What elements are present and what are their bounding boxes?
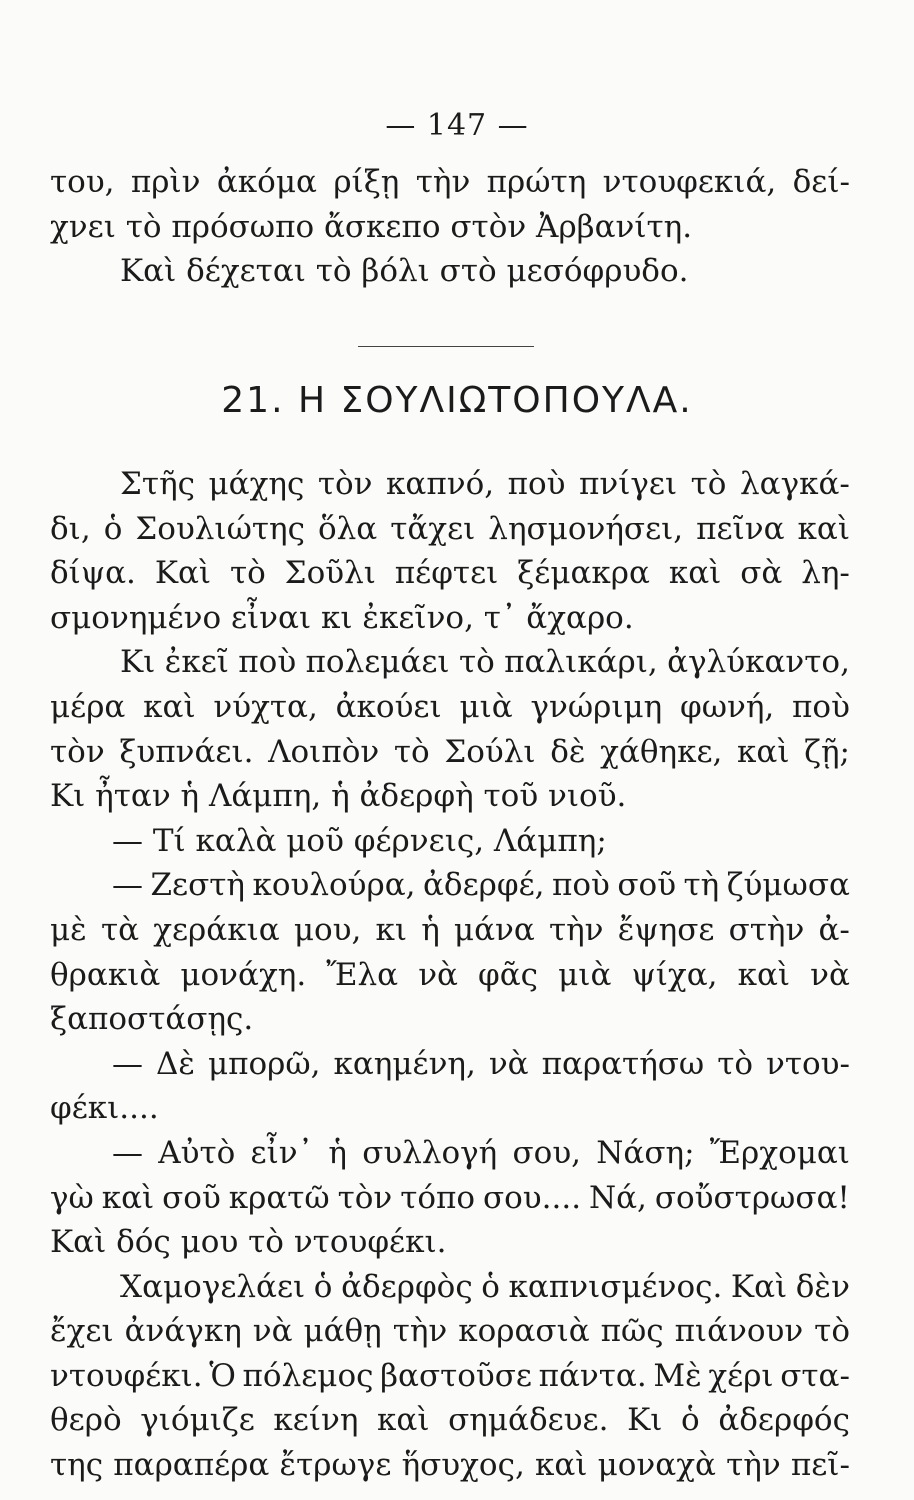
word: δίψα.	[50, 555, 136, 592]
word: Κι	[627, 1402, 663, 1439]
text-line: φέκι....	[50, 1090, 159, 1127]
text-line	[50, 908, 850, 953]
word: συλλογή	[362, 1134, 498, 1171]
word: τὸν	[337, 1179, 393, 1216]
word: τὴν	[548, 911, 604, 948]
word: καὶ	[668, 555, 722, 592]
word: ἔχει	[50, 1313, 114, 1350]
word: Νάση;	[596, 1134, 695, 1171]
word: τὸ	[814, 1313, 850, 1350]
word: πέφτει	[394, 555, 499, 592]
word: πῶς	[600, 1313, 664, 1350]
word: ἀγλύκαντο,	[667, 644, 850, 681]
text-line	[50, 1443, 850, 1488]
word: Λοιπὸν	[268, 733, 380, 770]
text-line	[50, 160, 850, 205]
word: μάνα	[453, 911, 535, 948]
word: ντουφεκιά,	[602, 164, 777, 200]
word: σοῦ	[162, 1179, 221, 1216]
word: σου,	[512, 1134, 582, 1171]
word: ὅλα	[317, 510, 378, 547]
text-line: — Τί καλὰ μοῦ φέρνεις, Λάμπη;	[112, 822, 607, 859]
word: της	[50, 1447, 104, 1484]
word: καὶ	[377, 1402, 430, 1439]
text-line	[50, 953, 850, 998]
word: γιόμιζε	[140, 1402, 255, 1439]
word: τὰ	[100, 911, 140, 948]
word: μοναχὰ	[597, 1447, 716, 1484]
text-line	[50, 685, 850, 730]
word: τὸ	[458, 644, 495, 681]
word: θερὸ	[50, 1402, 122, 1439]
word: κείνη	[273, 1402, 359, 1439]
word: πόλεμος	[242, 1357, 374, 1394]
text-line	[50, 1176, 850, 1221]
word: δὲ	[550, 733, 586, 770]
word: κορασιὰ	[458, 1313, 590, 1350]
word: —	[112, 867, 143, 904]
word: πεῖνα	[696, 510, 785, 547]
word: ἔτρωγε	[279, 1447, 392, 1484]
word: σου....	[482, 1179, 582, 1216]
word: λη-	[801, 555, 850, 592]
word: μιὰ	[459, 688, 513, 725]
word: καὶ	[534, 1447, 588, 1484]
word: παραπέρα	[113, 1447, 270, 1484]
word: θρακιὰ	[50, 956, 161, 993]
word: ξυπνάει.	[119, 733, 254, 770]
word: Σοῦλι	[284, 555, 376, 592]
word: κρατῶ	[228, 1179, 330, 1216]
word: ἐκεῖ	[164, 644, 229, 681]
word: ἀ-	[818, 911, 850, 948]
word: φωνή,	[680, 688, 775, 725]
word: καὶ	[737, 733, 790, 770]
word: Στῆς	[120, 466, 196, 502]
word: Σούλι	[444, 733, 536, 770]
word: δι,	[50, 510, 91, 547]
word: στα-	[780, 1357, 850, 1394]
word: —	[112, 1134, 143, 1171]
word: πάντα.	[538, 1357, 647, 1394]
text-line: Κι ἦταν ἡ Λάμπη, ἡ ἀδερφὴ τοῦ νιοῦ.	[50, 778, 627, 815]
word: χεράκια	[153, 911, 280, 948]
word: ποὺ	[792, 688, 850, 725]
word: λαγκά-	[740, 466, 850, 502]
word: δὲν	[795, 1268, 850, 1305]
text-line	[50, 551, 850, 596]
word: πρὶν	[130, 164, 201, 200]
text-line: Καὶ δέχεται τὸ βόλι στὸ μεσόφρυδο.	[120, 253, 689, 290]
word: σὰ	[740, 555, 783, 592]
word: καπνισμένος.	[508, 1268, 723, 1305]
word: τὴν	[415, 164, 471, 200]
word: ἀκούει	[335, 688, 442, 725]
word: Δὲ	[155, 1045, 195, 1082]
chapter-body	[50, 462, 850, 1488]
word: ὁ	[313, 1268, 333, 1305]
word: Σουλιώτης	[135, 510, 305, 547]
word: ξέμακρα	[517, 555, 650, 592]
word: ἔψησε	[617, 911, 715, 948]
text-line	[50, 1309, 850, 1354]
word: δεί-	[792, 164, 850, 200]
text-line	[50, 730, 850, 775]
word: τὸ	[393, 733, 430, 770]
word: κι	[375, 911, 408, 948]
text-line: ξαποστάσῃς.	[50, 1001, 254, 1038]
word: τὸ	[717, 1045, 754, 1082]
word: Ἔρχομαι	[709, 1134, 850, 1171]
word: ζῇ;	[804, 733, 850, 770]
word: ποὺ	[552, 867, 610, 904]
word: ποὺ	[238, 644, 297, 681]
chapter-heading: 21. Η ΣΟΥΛΙΩΤΟΠΟΥΛΑ.	[221, 380, 693, 421]
word: ἀδερφός	[718, 1402, 850, 1439]
word: Ἔλα	[326, 956, 399, 993]
word: τὸν	[317, 466, 373, 502]
text-line	[50, 1042, 850, 1087]
word: καὶ	[737, 956, 791, 993]
word: μιὰ	[558, 956, 612, 993]
text-line	[50, 863, 850, 908]
word: Ὁ	[209, 1357, 236, 1394]
word: ὁ	[481, 1268, 500, 1305]
word: τὸ	[229, 555, 266, 592]
word: καημένη,	[333, 1045, 476, 1082]
text-line	[50, 640, 850, 685]
text-line	[50, 462, 850, 507]
word: ἡ	[328, 1134, 347, 1171]
word: ἀκόμα	[216, 164, 317, 200]
word: μάθῃ	[303, 1313, 382, 1350]
word: πιάνουν	[674, 1313, 804, 1350]
word: του,	[50, 164, 115, 200]
word: τὴ	[683, 867, 720, 904]
word: Μὲ	[653, 1357, 702, 1394]
word: ἀδερφὸς	[341, 1268, 473, 1305]
intro-paragraph	[50, 160, 850, 294]
word: νὰ	[252, 1313, 293, 1350]
word: Νά,	[589, 1179, 647, 1216]
word: ὁ	[103, 510, 123, 547]
word: σοῦ	[617, 867, 677, 904]
word: Καὶ	[154, 555, 212, 592]
text-line: Καὶ δός μου τὸ ντουφέκι.	[50, 1224, 447, 1261]
word: Χαμογελάει	[120, 1268, 306, 1305]
word: τὴν	[392, 1313, 448, 1350]
word: γὼ	[50, 1179, 94, 1216]
word: κουλούρα,	[252, 867, 416, 904]
word: μάχης	[208, 466, 305, 502]
word: παλικάρι,	[504, 644, 658, 681]
word: ντου-	[765, 1045, 850, 1082]
word: Ζεστὴ	[150, 867, 245, 904]
word: νὰ	[810, 956, 850, 993]
word: νύχτα,	[213, 688, 318, 725]
word: καὶ	[101, 1179, 155, 1216]
word: μπορῶ,	[207, 1045, 321, 1082]
word: μὲ	[50, 911, 87, 948]
word: τόπο	[400, 1179, 476, 1216]
word: εἶν᾽	[250, 1134, 314, 1171]
word: πνίγει	[579, 466, 678, 502]
word: καὶ	[143, 688, 196, 725]
word: πεῖ-	[790, 1447, 850, 1484]
word: στὴν	[728, 911, 805, 948]
text-line: χνει τὸ πρόσωπο ἄσκεπο στὸν Ἀρβανίτη.	[50, 208, 693, 245]
word: ψίχα,	[631, 956, 718, 993]
word: —	[112, 1045, 143, 1082]
word: ἀδερφέ,	[423, 867, 545, 904]
word: φᾶς	[478, 956, 539, 993]
word: νὰ	[488, 1045, 529, 1082]
word: ἀνάγκη	[124, 1313, 242, 1350]
word: χάθηκε,	[600, 733, 723, 770]
word: μονάχη.	[180, 956, 307, 993]
word: καὶ	[797, 510, 850, 547]
word: ζύμωσα	[726, 867, 850, 904]
word: Καὶ	[730, 1268, 788, 1305]
text-line: σμονημένο εἶναι κι ἐκεῖνο, τ᾽ ἄχαρο.	[50, 599, 634, 636]
text-line	[50, 1398, 850, 1443]
word: γνώριμη	[530, 688, 663, 725]
word: μέρα	[50, 688, 126, 725]
word: Κι	[120, 644, 156, 681]
text-line	[50, 1354, 850, 1399]
word: νὰ	[418, 956, 458, 993]
word: τὸν	[50, 733, 105, 770]
word: λησμονήσει,	[488, 510, 684, 547]
text-line	[50, 1131, 850, 1176]
word: βαστοῦσε	[380, 1357, 532, 1394]
text-line	[50, 1265, 850, 1310]
word: πολεμάει	[305, 644, 450, 681]
section-divider	[358, 346, 534, 347]
word: σημάδευε.	[448, 1402, 609, 1439]
word: μου,	[293, 911, 362, 948]
word: ποὺ	[507, 466, 566, 502]
word: ἡ	[421, 911, 440, 948]
word: τὸ	[690, 466, 727, 502]
word: σοὔστρωσα!	[654, 1179, 850, 1216]
word: τἄχει	[390, 510, 476, 547]
word: πρώτη	[486, 164, 587, 200]
word: παρατήσω	[541, 1045, 705, 1082]
word: ὁ	[681, 1402, 700, 1439]
word: ντουφέκι.	[50, 1357, 203, 1394]
word: ρίξῃ	[333, 164, 400, 200]
word: καπνό,	[386, 466, 495, 502]
word: χέρι	[708, 1357, 774, 1394]
text-line	[50, 507, 850, 552]
word: Αὐτὸ	[158, 1134, 236, 1171]
word: ἥσυχος,	[401, 1447, 525, 1484]
word: τὴν	[726, 1447, 781, 1484]
page-number: — 147 —	[385, 108, 529, 143]
